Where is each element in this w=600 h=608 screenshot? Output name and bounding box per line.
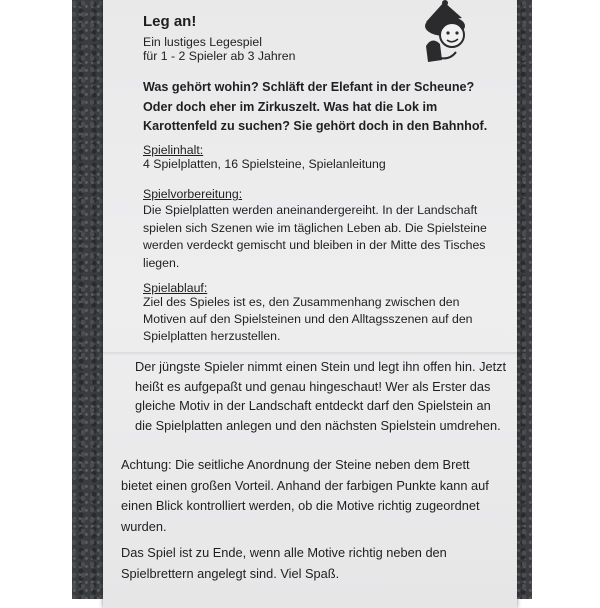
paragraph-turn: Der jüngste Spieler nimmt einen Stein und legt ihn offen hin. Jetzt heißt es aufgepaßt und genau hingeschaut! Wer als Erster das gleiche Motiv in der Landschaft entdeckt darf den Spielstein an die Spielplatten anlegen und den nächsten Spielstein umdrehen. [135,359,507,433]
section-body-preparation: Die Spielplatten werden aneinandergereiht. In der Landschaft spielen sich Szenen wie im täglichen Leben ab. Die Spielsteine werden verdeckt gemischt und bleiben in der Mitte des Tisches liegen. [143,203,487,270]
section-heading-preparation: Spielvorbereitung: [143,187,243,201]
paragraph-attention: Achtung: Die seitliche Anordnung der Steine neben dem Brett bietet einen großen Vorteil. Anhand der farbigen Punkte kann auf einen Blick kontrolliert werden, ob die Motive richtig zugeordnet wurden. [121,457,489,534]
section-heading-contents: Spielinhalt: [143,143,204,157]
doc-subtitle-1: Ein lustiges Legespiel [143,35,262,49]
paper-fold [103,352,517,355]
doc-title: Leg an! [143,13,197,30]
doc-subtitle-2: für 1 - 2 Spieler ab 3 Jahren [143,49,296,63]
section-heading-gameplay: Spielablauf: [143,281,208,295]
intro-paragraph: Was gehört wohin? Schläft der Elefant in der Scheune? Oder doch eher im Zirkuszelt. Was hat die Lok im Karottenfeld zu suchen? Sie gehört doch in den Bahnhof. [143,80,488,133]
paragraph-end: Das Spiel ist zu Ende, wenn alle Motive richtig neben den Spielbrettern angelegt sind. Viel Spaß. [121,545,447,581]
section-body-gameplay: Ziel des Spieles ist es, den Zusammenhang zwischen den Motiven auf den Spielsteinen und den Alltagsszenen auf den Spielplatten herzustellen. [143,295,473,343]
cartoon-mascot-icon [418,0,473,64]
section-body-contents: 4 Spielplatten, 16 Spielsteine, Spielanleitung [143,157,386,171]
